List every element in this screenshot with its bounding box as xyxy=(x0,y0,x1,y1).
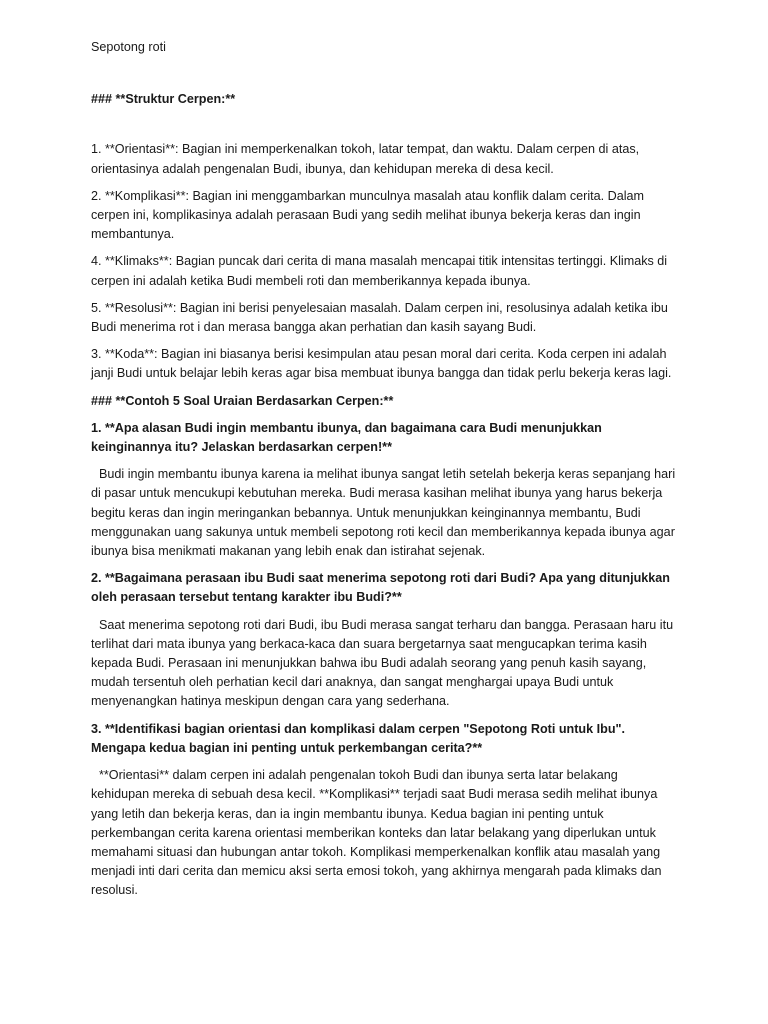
structure-item-komplikasi: 2. **Komplikasi**: Bagian ini menggambarkan munculnya masalah atau konflik dalam cerita. Dalam cerpen ini, komplikasinya adalah perasaan Budi yang sedih melihat ibunya bekerja keras dan ingin membantunya. xyxy=(91,188,645,242)
answer-text: Saat menerima sepotong roti dari Budi, ibu Budi merasa sangat terharu dan bangga. Perasaan haru itu terlihat dari mata ibunya yang berkaca-kaca dan suara bergetarnya saat mengucapkan terima kasih kepada Budi. Perasaan ini menunjukkan bahwa ibu Budi adalah seorang yang penuh kasih sayang, mudah tersentuh oleh perhatian kecil dari anaknya, dan sangat menghargai upaya Budi untuk menyenangkan hatinya meskipun dengan cara yang sederhana. xyxy=(91,617,674,709)
answer-text: Budi ingin membantu ibunya karena ia melihat ibunya sangat letih setelah bekerja keras sepanjang hari di pasar untuk mencukupi kebutuhan mereka. Budi merasa kasihan melihat ibunya yang harus bekerja begitu keras dan ingin meringankan bebannya. Untuk menunjukkan keinginannya membantu, Budi menggunakan uang sakunya untuk membeli sepotong roti kecil dan memberikannya kepada ibunya agar ibunya bisa menikmati makanan yang lebih enak dan istirahat sejenak. xyxy=(91,467,676,559)
questions-list xyxy=(91,419,676,901)
question-block-1 xyxy=(91,419,676,561)
structure-item-klimaks: 4. **Klimaks**: Bagian puncak dari cerita di mana masalah mencapai titik intensitas tertinggi. Klimaks di cerpen ini adalah ketika Budi membeli roti dan memberikannya kepada ibunya. xyxy=(91,254,668,288)
structure-list xyxy=(91,140,676,383)
question-block-3 xyxy=(91,720,676,901)
question-block-2 xyxy=(91,569,676,711)
structure-item-orientasi: 1. **Orientasi**: Bagian ini memperkenalkan tokoh, latar tempat, dan waktu. Dalam cerpen di atas, orientasinya adalah pengenalan Budi, ibunya, dan kehidupan mereka di desa kecil. xyxy=(91,142,640,176)
structure-heading: ### **Struktur Cerpen:** xyxy=(91,92,236,107)
structure-item-resolusi: 5. **Resolusi**: Bagian ini berisi penyelesaian masalah. Dalam cerpen ini, resolusinya adalah ketika ibu Budi menerima rot i dan merasa bangga akan perhatian dan kasih sayang Budi. xyxy=(91,300,668,335)
document-title: Sepotong roti xyxy=(91,40,166,54)
question-text: 1. **Apa alasan Budi ingin membantu ibunya, dan bagaimana cara Budi menunjukkan keinginannya itu? Jelaskan berdasarkan cerpen!** xyxy=(91,420,602,455)
question-text: 2. **Bagaimana perasaan ibu Budi saat menerima sepotong roti dari Budi? Apa yang ditunjukkan oleh perasaan tersebut tentang karakter ibu Budi?** xyxy=(91,571,670,605)
question-text: 3. **Identifikasi bagian orientasi dan komplikasi dalam cerpen "Sepotong Roti untuk Ibu". Mengapa kedua bagian ini penting untuk perkembangan cerita?** xyxy=(91,721,625,755)
questions-heading: ### **Contoh 5 Soal Uraian Berdasarkan Cerpen:** xyxy=(91,393,394,408)
structure-item-koda: 3. **Koda**: Bagian ini biasanya berisi kesimpulan atau pesan moral dari cerita. Koda cerpen ini adalah janji Budi untuk belajar lebih keras agar bisa membuat ibunya bangga dan tidak perlu bekerja keras lagi. xyxy=(91,347,672,381)
answer-text: **Orientasi** dalam cerpen ini adalah pengenalan tokoh Budi dan ibunya serta latar belakang kehidupan mereka di sebuah desa kecil. **Komplikasi** terjadi saat Budi merasa sedih melihat ibunya yang letih dan bekerja keras, dan ia ingin membantu ibunya. Kedua bagian ini penting untuk perkembangan cerita karena orientasi memberikan konteks dan latar belakang yang diperlukan untuk memahami situasi dan hubungan antar tokoh. Komplikasi memperkenalkan konflik atau masalah yang menjadi inti dari cerita dan memicu aksi serta emosi tokoh, yang akhirnya mengarah pada klimaks dan resolusi. xyxy=(91,768,662,898)
